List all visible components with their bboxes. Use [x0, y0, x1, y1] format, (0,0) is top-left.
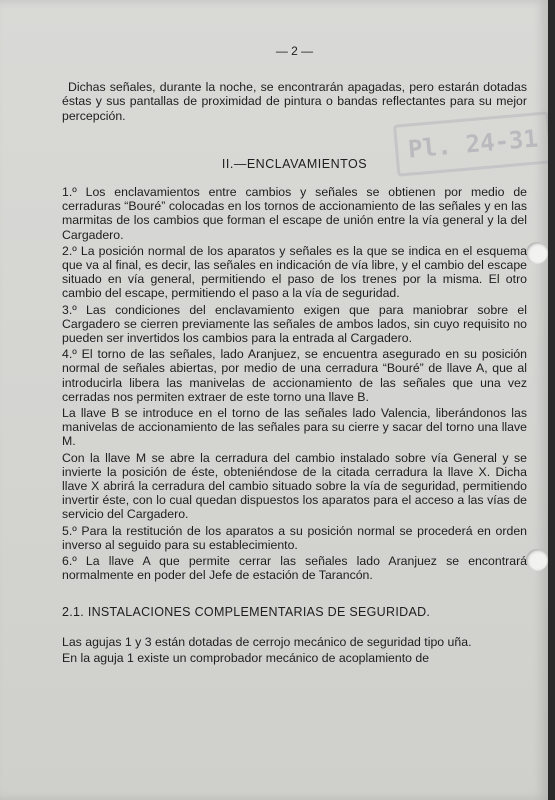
paragraph-2: 2.º La posición normal de los aparatos y señales es la que se indica en el esquema que va al final, es decir, las señales en indicación de vía libre, y el cambio del escape situado en vía general, permitiendo el paso de los trenes por la misma. El otro cambio del escape, permitiendo el paso a la vía de seguridad. [62, 243, 527, 301]
paragraph-1: 1.º Los enclavamientos entre cambios y señales se obtienen por medio de cerraduras “Bouré” colocadas en los tornos de accionamiento de las señales y en las marmitas de los cambios que forman el escape de unión entre la vía general y la del Cargadero. [62, 185, 527, 242]
paragraph-llave-m: Con la llave M se abre la cerradura del cambio instalado sobre vía General y se invierte la posición de éste, obteniéndose de la citada cerradura la llave X. Dicha llave X abrirá la cerradura del cambio situado sobre la vía de seguridad, permitiendo invertir éste, con lo cual quedan dispuestos los aparatos para el acceso a las vías de servicio del Cargadero. [62, 450, 527, 522]
punch-hole-top [526, 242, 548, 264]
subsection-title: 2.1. INSTALACIONES COMPLEMENTARIAS DE SEGURIDAD. [62, 604, 431, 619]
subsection-paragraph-1: Las agujas 1 y 3 están dotadas de cerrojo mecánico de seguridad tipo uña. [62, 634, 472, 649]
subsection-paragraph-2: En la aguja 1 existe un comprobador mecánico de acoplamiento de [62, 650, 430, 665]
intro-paragraph: Dichas señales, durante la noche, se encontrarán apagadas, pero estarán dotadas éstas y sus pantallas de proximidad de pintura o bandas reflectantes para su mejor percepción. [62, 80, 527, 123]
section-title: II.—ENCLAVAMIENTOS [221, 156, 368, 171]
paragraph-5: 5.º Para la restitución de los aparatos a su posición normal se procederá en orden inverso al seguido para su establecimiento. [62, 523, 527, 552]
paragraph-llave-b: La llave B se introduce en el torno de las señales lado Valencia, liberándonos las manivelas de accionamiento de las señales para su cierre y sacar del torno una llave M. [62, 406, 527, 449]
paragraph-3: 3.º Las condiciones del enclavamiento exigen que para maniobrar sobre el Cargadero se cierren previamente las señales de ambos lados, sin cuyo requisito no pueden ser invertidos los cambios para la entrada al Cargadero. [62, 302, 527, 346]
page-number: — 2 — [275, 44, 314, 58]
paragraph-6: 6.º La llave A que permite cerrar las señales lado Aranjuez se encontrará normalmente en poder del Jefe de estación de Tarancón. [62, 554, 527, 583]
document-body [62, 44, 527, 667]
archive-stamp: Pl. 24-31 [393, 111, 548, 176]
punch-hole-bottom [526, 549, 548, 571]
paragraph-4: 4.º El torno de las señales, lado Aranjuez, se encuentra asegurado en su posición normal de señales abiertas, por medio de una cerradura “Bouré” de llave A, que al introducirla libera las manivelas de accionamiento de las señales que una vez cerradas nos permiten extraer de este torno una llave B. [62, 347, 527, 404]
